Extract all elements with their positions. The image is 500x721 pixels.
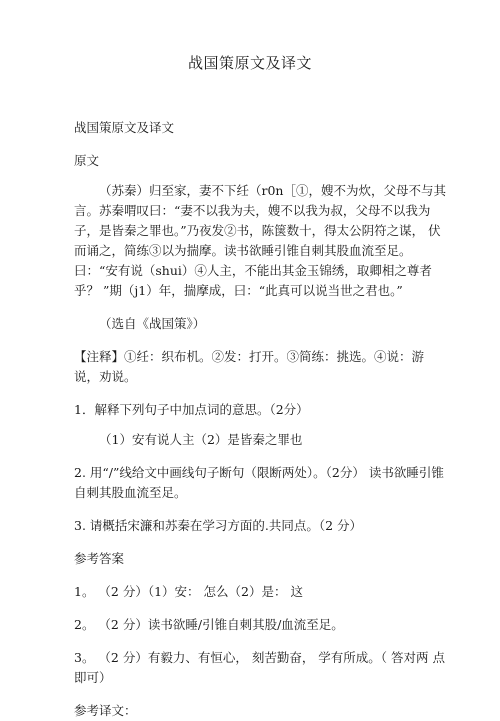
question-1-items: （1）安有说人主（2）是皆秦之罪也 <box>99 432 303 447</box>
answer-2: 2。 （2 分）读书欲睡/引锥自刺其股/血流至足。 <box>74 617 344 632</box>
source-line: （选自《战国策》） <box>99 316 206 331</box>
translation-heading: 参考译文： <box>74 703 137 718</box>
question-2: 2. 用“/”线给文中画线句子断句（限断两处）。（2分） 读书欲睡引锥自刺其股血流至足。 <box>74 465 444 500</box>
document-title: 战国策原文及译文 <box>187 54 312 72</box>
answers-heading: 参考答案 <box>74 551 125 566</box>
subtitle: 战国策原文及译文 <box>74 120 175 135</box>
notes-paragraph: 【注释】①纴：织布机。②发：打开。③简练：挑选。④说：游说，劝说。 <box>74 349 425 384</box>
original-text: （苏秦）归至家，妻不下纴（r0n［①，嫂不为炊，父母不与其言。苏秦喟叹曰：“妻不以我为夫，嫂不以我为叔，父母不以我为子，是皆秦之罪也。”乃夜发②书，陈箧数十，得太公阴符之谋， 伏而诵之，简练③以为揣摩。读书欲睡引锥自刺其股血流至足。曰：“安有说（shui）④人主，不能出其金玉锦绣，取卿相之尊者乎？ ”期（j1）年，揣摩成，曰：“此真可以说当世之君也。” <box>74 183 446 298</box>
answer-3: 3。 （2 分）有毅力、有恒心， 刻苦勤奋， 学有所成。（ 答对两 点即可） <box>74 650 445 685</box>
answer-1: 1。 （2 分）（1）安： 怎么（2）是： 这 <box>74 584 303 599</box>
question-1: 1．解释下列句子中加点词的意思。（2分） <box>74 402 309 417</box>
original-heading: 原文 <box>74 153 100 168</box>
document-body <box>74 118 446 721</box>
question-3: 3. 请概括宋濂和苏秦在学习方面的.共同点。（2 分） <box>74 518 363 533</box>
